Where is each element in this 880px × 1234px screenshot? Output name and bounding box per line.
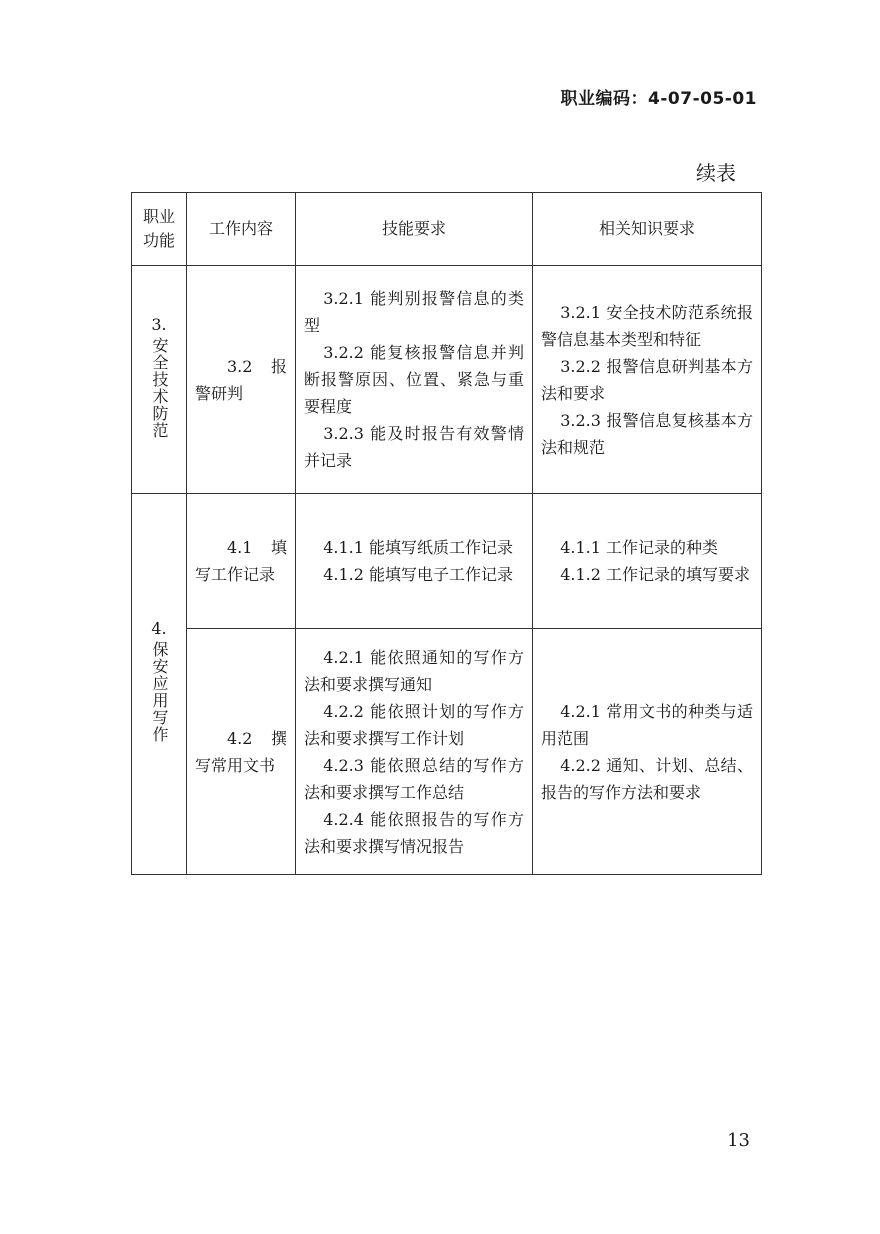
knowledge-cell xyxy=(533,494,762,629)
continued-label: 续表 xyxy=(696,161,736,185)
header-function: 职业 功能 xyxy=(132,193,187,266)
skill-item: 3.2.2 能复核报警信息并判断报警原因、位置、紧急与重要程度 xyxy=(304,343,524,416)
skill-item: 4.2.3 能依照总结的写作方法和要求撰写工作总结 xyxy=(304,755,524,802)
knowledge-item: 3.2.2 报警信息研判基本方法和要求 xyxy=(541,356,753,403)
work-content-cell: 4.2 撰写常用文书 xyxy=(187,629,296,875)
table-row xyxy=(132,266,762,494)
header-knowledge-requirements: 相关知识要求 xyxy=(533,193,762,266)
knowledge-item: 4.2.1 常用文书的种类与适用范围 xyxy=(541,701,753,748)
page-number: 13 xyxy=(727,1130,750,1151)
knowledge-cell xyxy=(533,266,762,494)
knowledge-cell xyxy=(533,629,762,875)
occupation-code: 职业编码：4-07-05-01 xyxy=(560,89,757,109)
knowledge-item: 4.1.2 工作记录的填写要求 xyxy=(560,565,750,584)
work-content-cell: 3.2 报警研判 xyxy=(187,266,296,494)
skill-item: 4.1.1 能填写纸质工作记录 xyxy=(323,538,513,557)
skill-item: 3.2.3 能及时报告有效警情并记录 xyxy=(304,424,524,470)
header-work-content: 工作内容 xyxy=(187,193,296,266)
table-header-row xyxy=(132,193,762,266)
skills-cell xyxy=(296,266,533,494)
knowledge-item: 3.2.1 安全技术防范系统报警信息基本类型和特征 xyxy=(541,302,753,349)
table-row xyxy=(132,629,762,875)
function-cell xyxy=(132,266,187,494)
skill-item: 3.2.1 能判别报警信息的类型 xyxy=(304,289,524,335)
work-content-cell: 4.1 填写工作记录 xyxy=(187,494,296,629)
skill-item: 4.2.2 能依照计划的写作方法和要求撰写工作计划 xyxy=(304,701,524,748)
function-number: 3. xyxy=(151,314,167,334)
skills-cell xyxy=(296,494,533,629)
knowledge-item: 4.2.2 通知、计划、总结、报告的写作方法和要求 xyxy=(541,755,753,802)
function-cell xyxy=(132,494,187,875)
header-skill-requirements: 技能要求 xyxy=(296,193,533,266)
function-number: 4. xyxy=(151,619,167,638)
knowledge-item: 4.1.1 工作记录的种类 xyxy=(560,538,718,557)
competency-table xyxy=(131,192,762,875)
skill-item: 4.1.2 能填写电子工作记录 xyxy=(323,565,513,584)
skill-item: 4.2.1 能依照通知的写作方法和要求撰写通知 xyxy=(304,647,524,694)
skills-cell xyxy=(296,629,533,875)
skill-item: 4.2.4 能依照报告的写作方法和要求撰写情况报告 xyxy=(304,809,524,856)
function-name: 安全技术防范 xyxy=(150,336,169,439)
function-name: 保安应用写作 xyxy=(150,641,169,743)
knowledge-item: 3.2.3 报警信息复核基本方法和规范 xyxy=(541,410,753,457)
table-row xyxy=(132,494,762,629)
